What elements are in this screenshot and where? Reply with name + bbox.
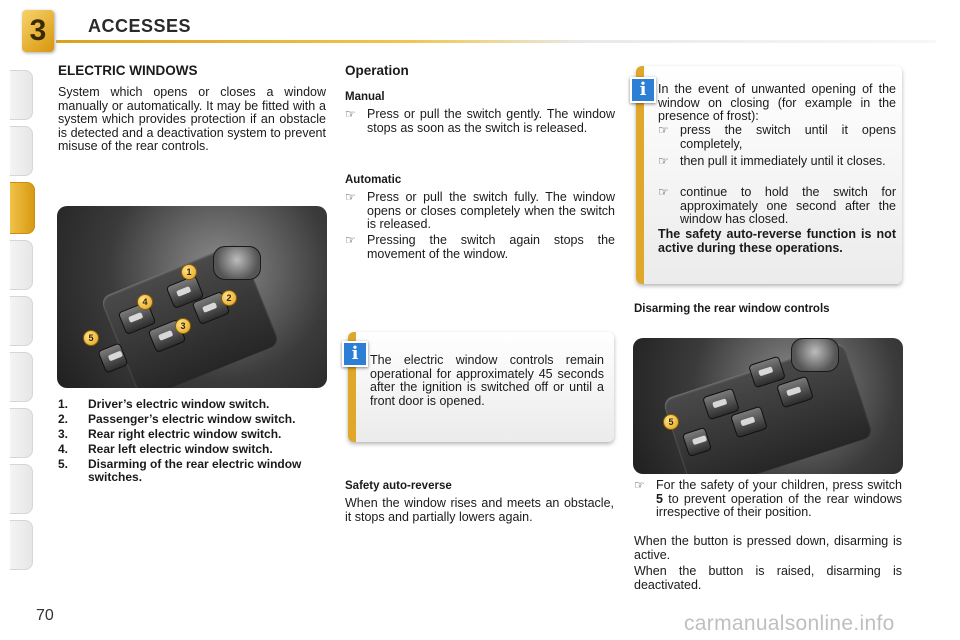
intro-paragraph: System which opens or closes a window manually or automatically. It may be fitted with a system which provides protection if an obstacle is detected and a deactivation system to prevent misuse of the rear controls.: [58, 85, 326, 153]
header-rule: [56, 40, 936, 43]
bullet-text: to prevent operation of the rear windows irrespective of their position.: [656, 491, 902, 519]
section-heading: ELECTRIC WINDOWS: [58, 63, 198, 78]
bullet-text: Press or pull the switch fully. The window opens or closes completely when the switch is released.: [367, 190, 615, 231]
info-bullet: [658, 155, 896, 169]
list-number: 1.: [58, 397, 69, 411]
callout-4: 4: [137, 294, 153, 310]
pointing-hand-icon: ☞: [658, 123, 669, 137]
chapter-tabs: [0, 60, 34, 580]
disarm-bullet: [634, 479, 902, 520]
info-intro: In the event of unwanted opening of the window on closing (for example in the presence of frost):: [658, 82, 896, 123]
pointing-hand-icon: ☞: [345, 107, 356, 121]
chapter-number: 3: [29, 14, 47, 47]
callout-5: 5: [83, 330, 99, 346]
callout-2: 2: [221, 290, 237, 306]
chapter-tab-active[interactable]: [10, 182, 35, 234]
disarm-switch-photo: [633, 338, 903, 474]
pointing-hand-icon: ☞: [345, 190, 356, 204]
chapter-tab[interactable]: [10, 296, 33, 346]
list-text: Driver’s electric window switch.: [88, 397, 270, 411]
disarm-active-paragraph: When the button is pressed down, disarming is active.: [634, 534, 902, 562]
chapter-number-badge: [22, 10, 54, 52]
info-bullet: [658, 124, 896, 151]
list-number: 5.: [58, 457, 69, 471]
list-text: Rear left electric window switch.: [88, 442, 273, 456]
bullet-text: For the safety of your children, press switch: [656, 478, 902, 492]
chapter-tab[interactable]: [10, 240, 33, 290]
mirror-control-knob: [213, 246, 261, 280]
page-number: 70: [36, 607, 54, 624]
door-switch-photo: [57, 206, 327, 388]
list-number: 3.: [58, 427, 69, 441]
chapter-tab[interactable]: [10, 464, 33, 514]
disarm-heading: Disarming the rear window controls: [634, 303, 830, 315]
list-text: Rear right electric window switch.: [88, 427, 282, 441]
info-warning: The safety auto-reverse function is not active during these operations.: [658, 227, 896, 255]
switch-legend-list: [58, 398, 333, 486]
list-number: 4.: [58, 442, 69, 456]
pointing-hand-icon: ☞: [658, 185, 669, 199]
info-box-timer: [348, 332, 614, 442]
info-box-frost: [636, 66, 902, 284]
manual-heading: Manual: [345, 91, 385, 103]
safety-heading: Safety auto-reverse: [345, 480, 452, 492]
chapter-tab[interactable]: [10, 126, 33, 176]
chapter-tab[interactable]: [10, 352, 33, 402]
disarm-inactive-paragraph: When the button is raised, disarming is deactivated.: [634, 564, 902, 592]
pointing-hand-icon: ☞: [658, 154, 669, 168]
bullet-text: Pressing the switch again stops the movement of the window.: [367, 233, 615, 261]
info-text: The electric window controls remain operational for approximately 45 seconds after the ignition is switched off or until a front door is opened.: [370, 353, 604, 408]
list-item: [58, 428, 333, 441]
bullet-text: press the switch until it opens completely,: [680, 123, 896, 151]
automatic-heading: Automatic: [345, 174, 402, 186]
chapter-tab[interactable]: [10, 520, 33, 570]
mirror-control-knob: [791, 338, 839, 372]
callout-5: 5: [663, 414, 679, 430]
bullet-text: Press or pull the switch gently. The window stops as soon as the switch is released.: [367, 107, 615, 135]
page-title: ACCESSES: [88, 16, 192, 36]
safety-paragraph: When the window rises and meets an obstacle, it stops and partially lowers again.: [345, 496, 614, 524]
callout-3: 3: [175, 318, 191, 334]
list-number: 2.: [58, 412, 69, 426]
operation-heading: Operation: [345, 63, 409, 78]
pointing-hand-icon: ☞: [345, 233, 356, 247]
watermark: carmanualsonline.info: [684, 612, 895, 635]
list-item: [58, 458, 333, 484]
list-text: Passenger’s electric window switch.: [88, 412, 296, 426]
switch-number: 5: [656, 491, 663, 506]
callout-1: 1: [181, 264, 197, 280]
chapter-tab[interactable]: [10, 408, 33, 458]
info-bullet: [658, 186, 896, 227]
automatic-bullet: [345, 234, 615, 261]
info-icon: i: [342, 341, 368, 367]
chapter-tab[interactable]: [10, 70, 33, 120]
list-text: Disarming of the rear electric window switches.: [88, 457, 302, 484]
manual-bullet: [345, 108, 615, 135]
automatic-bullet: [345, 191, 615, 232]
info-icon: i: [630, 77, 656, 103]
list-item: [58, 413, 333, 426]
bullet-text: continue to hold the switch for approximately one second after the window has closed.: [680, 185, 896, 226]
bullet-text: then pull it immediately until it closes.: [680, 154, 886, 168]
pointing-hand-icon: ☞: [634, 478, 645, 492]
list-item: [58, 398, 333, 411]
list-item: [58, 443, 333, 456]
